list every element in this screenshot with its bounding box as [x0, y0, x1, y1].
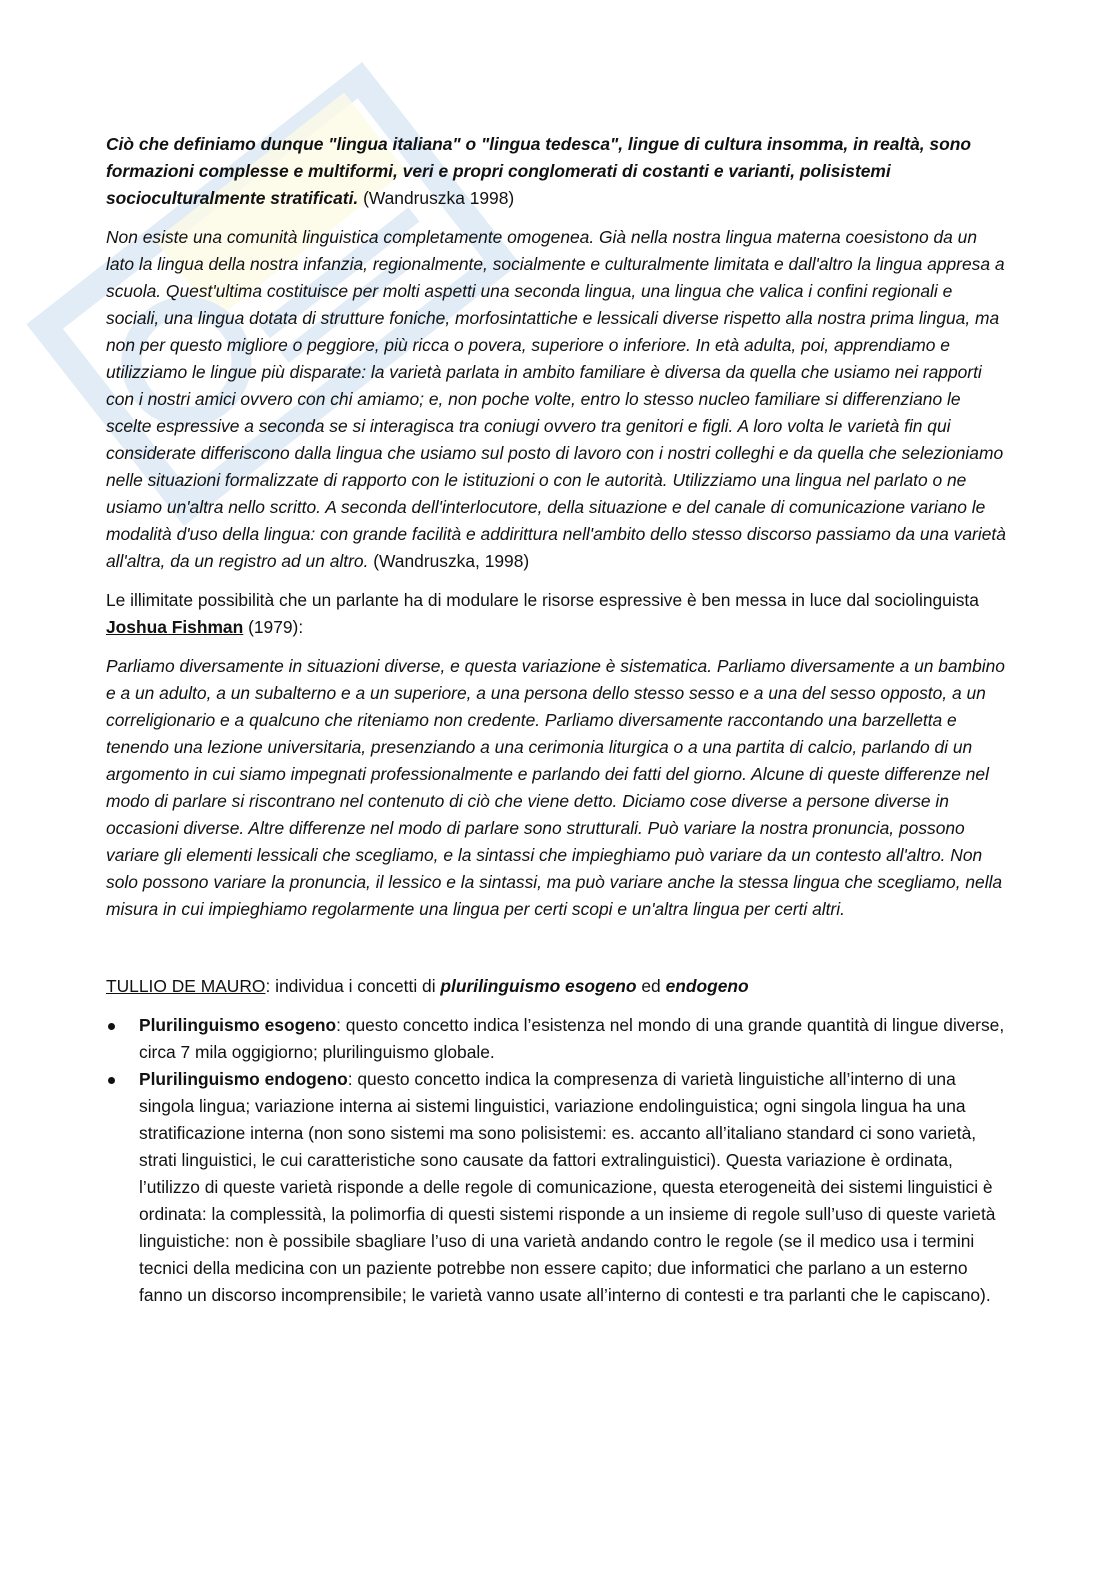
list-item	[106, 1066, 1006, 1309]
citation: (Wandruszka, 1998)	[368, 551, 530, 571]
term-endogeno: endogeno	[665, 976, 749, 996]
section-gap	[106, 935, 1006, 973]
bullet-term: Plurilinguismo esogeno	[139, 1015, 337, 1035]
list-item	[106, 1012, 1006, 1066]
author-name: TULLIO DE MAURO	[106, 976, 266, 996]
fishman-quote: Parliamo diversamente in situazioni diverse, e questa variazione è sistematica. Parliamo diversamente a un bambino e a un adulto, a un subalterno e a un superiore, a una persona dello stesso sesso e a una del sesso opposto, a un correligionario e a qualcuno che riteniamo non credente. Parliamo diversamente raccontando una barzelletta e tenendo una lezione universitaria, presenziando a una cerimonia liturgica o a una partita di calcio, parlando di un argomento in cui siamo impegnati professionalmente e parlando dei fatti del giorno. Alcune di queste differenze nel modo di parlare si riscontrano nel contenuto di ciò che viene detto. Diciamo cose diverse a persone diverse in occasioni diverse. Altre differenze nel modo di parlare sono strutturali. Può variare la nostra pronuncia, possono variare gli elementi lessicali che scegliamo, e la sintassi che impieghiamo può variare da un contesto all'altro. Non solo possono variare la pronuncia, il lessico e la sintassi, ma può variare anche la stessa lingua che scegliamo, nella misura in cui impieghiamo regolarmente una lingua per certi scopi e un'altra lingua per certi altri.	[106, 656, 1005, 919]
heading-text: : individua i concetti di	[265, 976, 441, 996]
wandruszka-quote-1	[106, 131, 1006, 212]
bullet-text: : questo concetto indica l’esistenza nel mondo di una grande quantità di lingue diverse, circa 7 mila oggigiorno; plurilinguismo globale.	[139, 1015, 1005, 1062]
quote-text: Ciò che definiamo dunque "lingua italiana" o "lingua tedesca", lingue di cultura insomma, in realtà, sono formazioni complesse e multiformi, veri e propri conglomerati di costanti e varianti, polisistemi socioculturalmente stratificati.	[106, 134, 971, 208]
term-esogeno: plurilinguismo esogeno	[440, 976, 637, 996]
intro-year: (1979):	[243, 617, 304, 637]
fishman-name: Joshua Fishman	[106, 617, 244, 637]
bullet-icon	[108, 1077, 115, 1084]
bullet-icon	[108, 1023, 115, 1030]
fishman-intro	[106, 587, 1006, 641]
section-heading	[106, 973, 1006, 1000]
citation: (Wandruszka 1998)	[358, 188, 515, 208]
wandruszka-quote-2	[106, 224, 1006, 575]
document-page	[106, 131, 1006, 1309]
quote-text: Non esiste una comunità linguistica completamente omogenea. Già nella nostra lingua materna coesistono da un lato la lingua della nostra infanzia, regionalmente, socialmente e culturalmente limitata e dall'altro la lingua appresa a scuola. Quest'ultima costituisce per molti aspetti una seconda lingua, una lingua che valica i confini regionali e sociali, una lingua dotata di strutture foniche, morfosintattiche e lessicali diverse rispetto alla nostra prima lingua, ma non per questo migliore o peggiore, più ricca o povera, superiore o inferiore. In età adulta, poi, apprendiamo e utilizziamo le lingue più disparate: la varietà parlata in ambito familiare è diversa da quella che usiamo nei rapporti con i nostri amici ovvero con chi amiamo; e, non poche volte, entro lo stesso nucleo familiare si differenziano le scelte espressive a seconda se si interagisca tra coniugi ovvero tra genitori e figli. A loro volta le varietà fin qui considerate differiscono dalla lingua che usiamo sul posto di lavoro con i nostri colleghi e da quella che selezioniamo nelle situazioni formalizzate di rapporto con le istituzioni o con le autorità. Utilizziamo una lingua nel parlato o ne usiamo un'altra nello scritto. A seconda dell'interlocutore, della situazione e del canale di comunicazione variano le modalità d'uso della lingua: con grande facilità e addirittura nell'ambito dello stesso discorso passiamo da una varietà all'altra, da un registro ad un altro.	[106, 227, 1006, 571]
heading-conj: ed	[636, 976, 666, 996]
bullet-term: Plurilinguismo endogeno	[139, 1069, 348, 1089]
bullet-text: : questo concetto indica la compresenza di varietà linguistiche all’interno di una singola lingua; variazione interna ai sistemi linguistici, variazione endolinguistica; ogni singola lingua ha una stratificazione interna (non sono sistemi ma sono polisistemi: es. accanto all’italiano standard ci sono varietà, strati linguistici, le cui caratteristiche sono causate da fattori extralinguistici). Questa variazione è ordinata, l’utilizzo di queste varietà risponde a delle regole di comunicazione, questa eterogeneità dei sistemi linguistici è ordinata: la complessità, la polimorfia di questi sistemi risponde a un insieme di regole sull’uso di queste varietà linguistiche: non è possibile sbagliare l’uso di una varietà andando contro le regole (se il medico usa i termini tecnici della medicina con un paziente potrebbe non essere capito; due informatici che parlano a un esterno fanno un discorso incomprensibile; le varietà vanno usate all’interno di contesti e tra parlanti che le capiscano).	[139, 1069, 996, 1305]
intro-text: Le illimitate possibilità che un parlante ha di modulare le risorse espressive è ben messa in luce dal sociolinguista	[106, 590, 979, 610]
definitions-list	[106, 1012, 1006, 1309]
